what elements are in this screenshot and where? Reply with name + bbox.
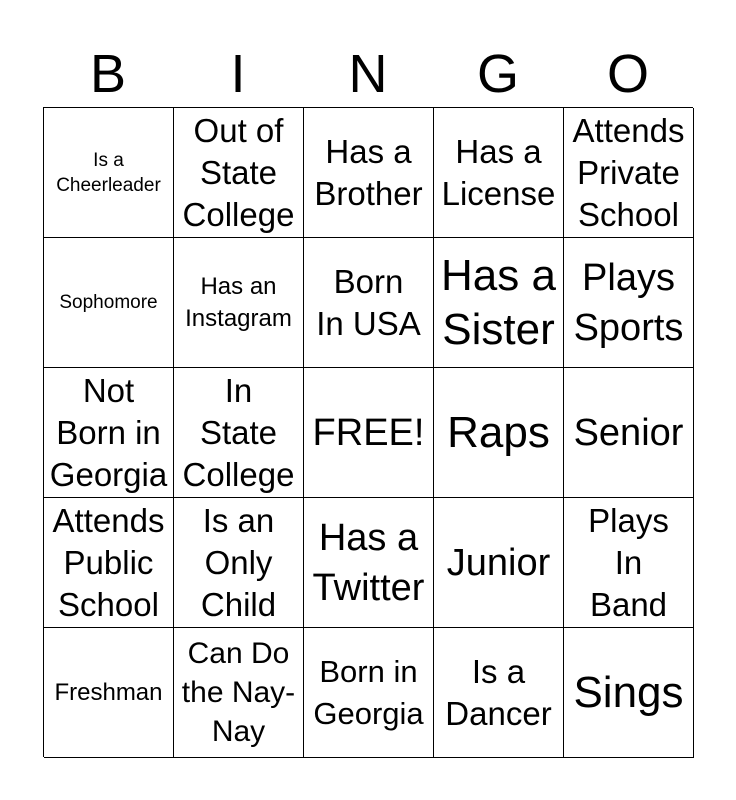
cell-text: Is a Dancer (445, 652, 552, 732)
bingo-cell (434, 108, 564, 238)
header-letter-o: O (606, 44, 649, 104)
bingo-card-grid (43, 107, 693, 757)
bingo-cell (304, 108, 434, 238)
bingo-cell (434, 238, 564, 368)
cell-text: Out of State College (182, 111, 295, 233)
cell-text: Sings (573, 667, 684, 717)
header-letter-i: I (230, 44, 246, 104)
bingo-cell (434, 498, 564, 628)
bingo-cell (174, 368, 304, 498)
bingo-cell (44, 108, 174, 238)
bingo-cell-free (304, 368, 434, 498)
cell-text: Has a Twitter (312, 516, 425, 609)
bingo-cell (304, 628, 434, 758)
bingo-cell (44, 368, 174, 498)
cell-text: Plays In Band (588, 501, 669, 623)
cell-text: Sophomore (59, 292, 158, 313)
bingo-cell (564, 368, 694, 498)
free-space-text: FREE! (312, 411, 425, 454)
bingo-cell (44, 238, 174, 368)
bingo-cell (564, 628, 694, 758)
cell-text: Born In USA (316, 262, 421, 342)
cell-text: Can Do the Nay- Nay (181, 637, 296, 748)
header-letter-b: B (89, 44, 127, 104)
cell-text: Attends Private School (572, 111, 685, 233)
cell-text: Has a Brother (314, 132, 423, 212)
cell-text: Attends Public School (52, 501, 165, 623)
bingo-cell (44, 628, 174, 758)
cell-text: Not Born in Georgia (49, 371, 168, 493)
bingo-cell (174, 238, 304, 368)
cell-text: Senior (573, 411, 684, 454)
cell-text: Has a Sister (441, 250, 556, 354)
bingo-cell (564, 238, 694, 368)
bingo-cell (564, 108, 694, 238)
cell-text: Junior (446, 541, 551, 584)
bingo-cell (174, 498, 304, 628)
cell-text: In State College (182, 371, 295, 493)
header-letter-n: N (348, 44, 388, 104)
cell-text: Has a License (441, 132, 556, 212)
cell-text: Is an Only Child (200, 501, 277, 623)
cell-text: Born in Georgia (313, 653, 424, 731)
bingo-cell (174, 628, 304, 758)
cell-text: Plays Sports (573, 256, 684, 349)
cell-text: Has an Instagram (185, 272, 292, 332)
header-letter-g: G (476, 44, 519, 104)
bingo-cell (564, 498, 694, 628)
bingo-cell (44, 498, 174, 628)
bingo-header (43, 40, 693, 108)
bingo-cell (304, 498, 434, 628)
bingo-cell (174, 108, 304, 238)
cell-text: Raps (447, 407, 550, 457)
bingo-cell (304, 238, 434, 368)
bingo-cell (434, 368, 564, 498)
cell-text: Is a Cheerleader (56, 149, 161, 196)
cell-text: Freshman (54, 678, 163, 706)
bingo-cell (434, 628, 564, 758)
